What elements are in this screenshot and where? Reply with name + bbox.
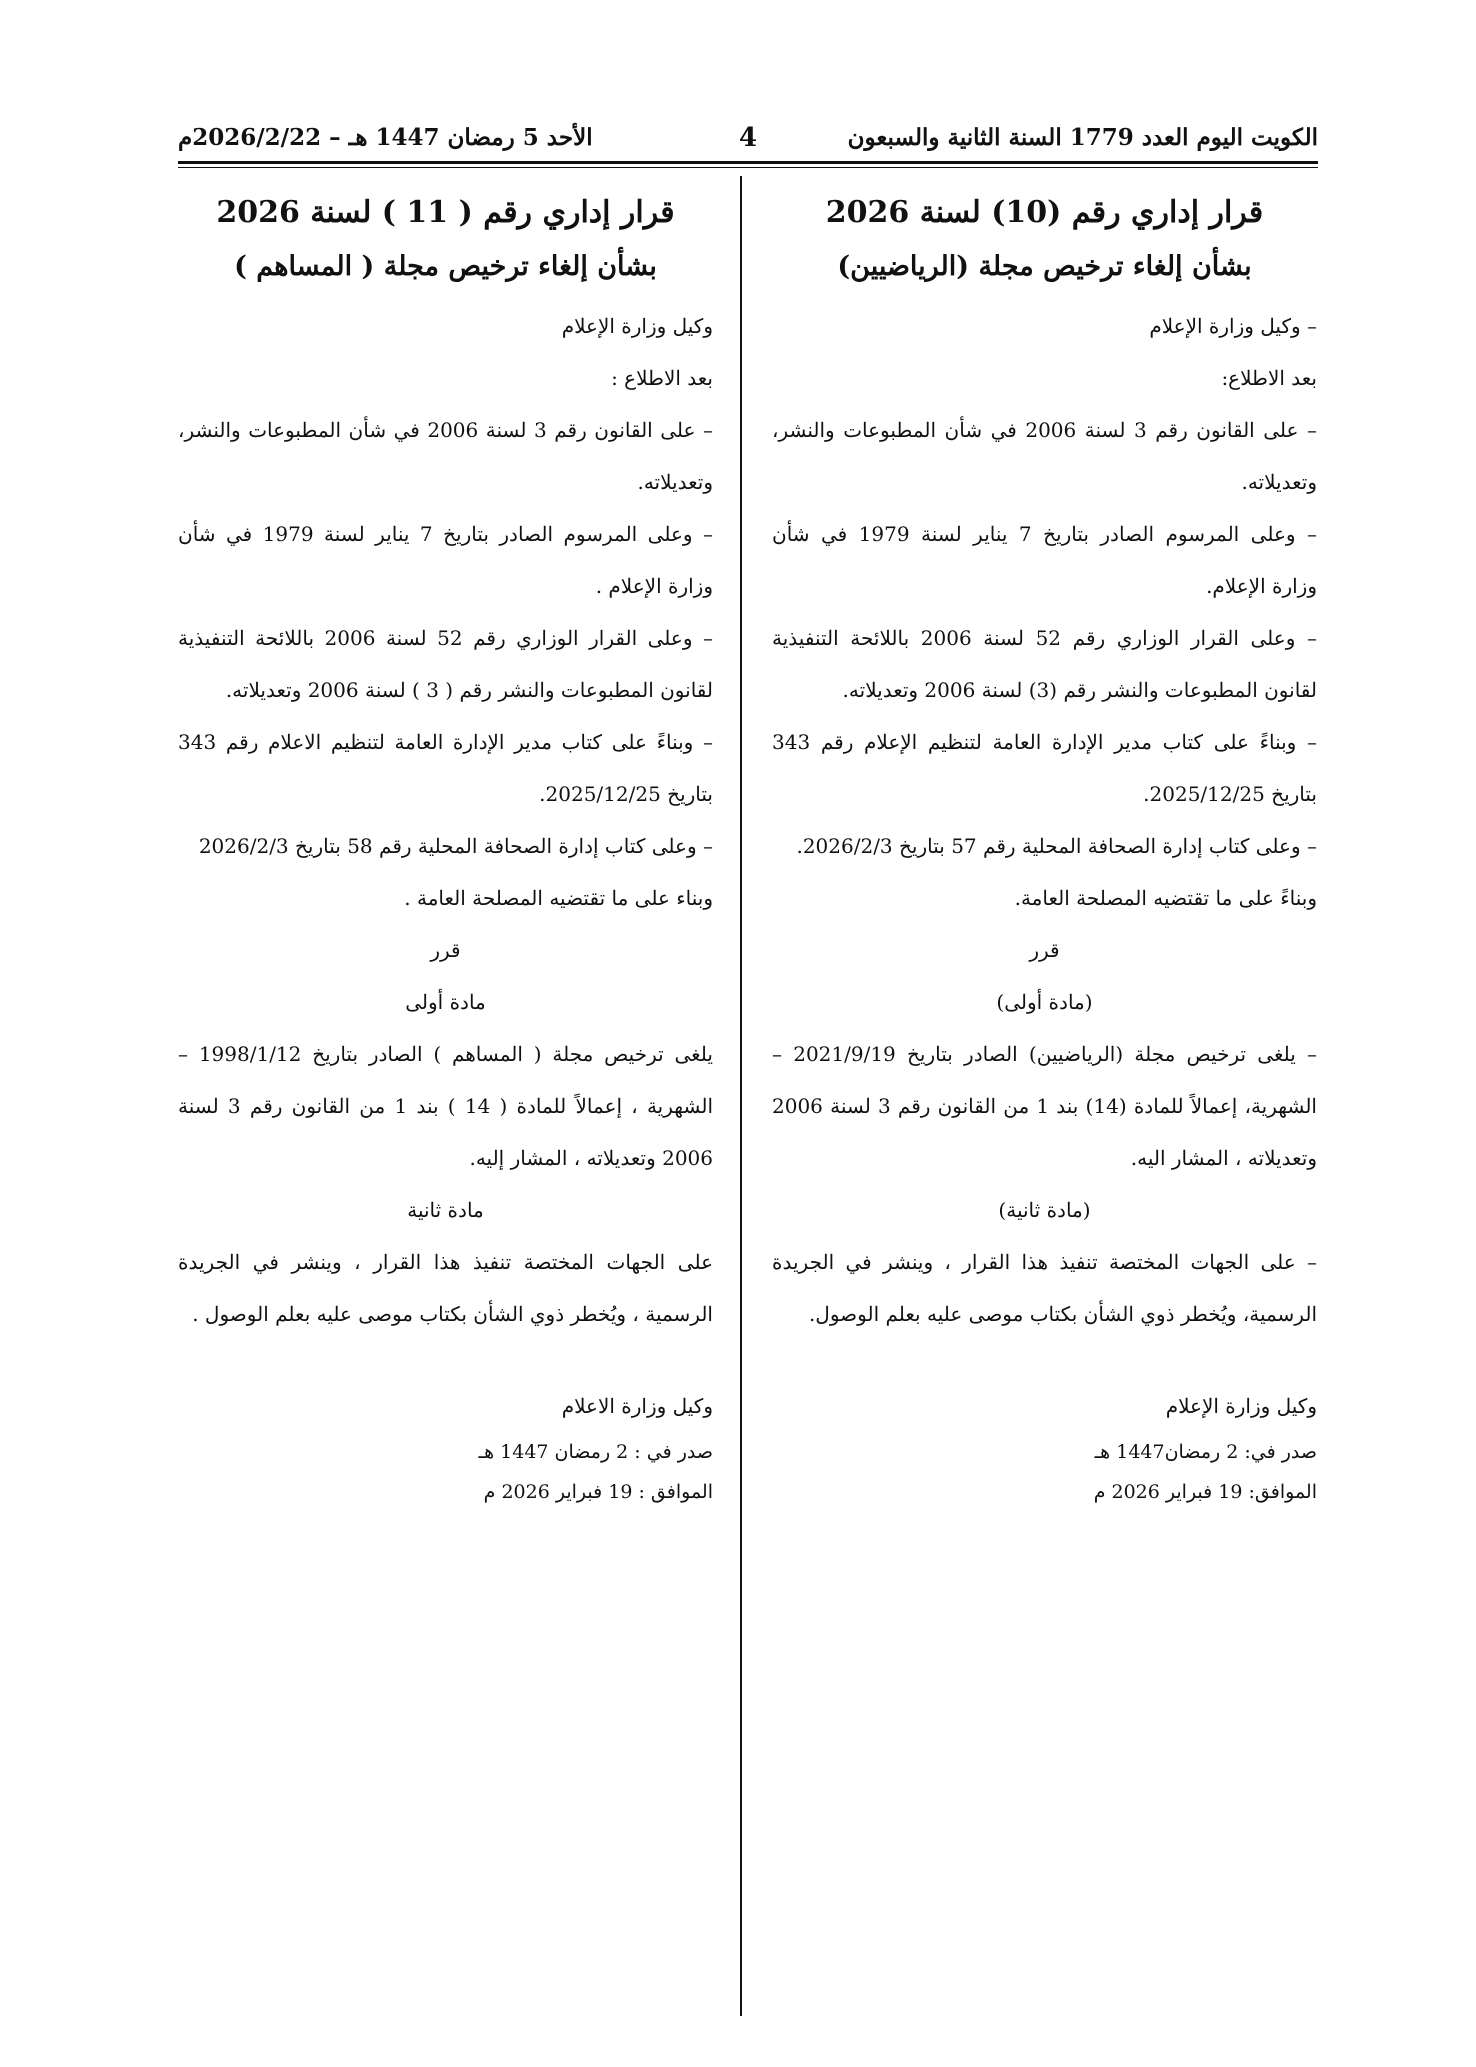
article-2-text: على الجهات المختصة تنفيذ هذا القرار ، وينشر في الجريدة الرسمية ، ويُخطر ذوي الشأن بكتاب موصى عليه بعلم الوصول . bbox=[178, 1250, 713, 1326]
clause: – وعلى القرار الوزاري رقم 52 لسنة 2006 باللائحة التنفيذية لقانون المطبوعات والنشر رقم (3) لسنة 2006 وتعديلاته. bbox=[772, 626, 1317, 702]
decided-heading: قرر bbox=[1029, 938, 1060, 962]
header-issue-info: الكويت اليوم العدد 1779 السنة الثانية والسبعون bbox=[847, 124, 1318, 151]
spacer bbox=[772, 1340, 1317, 1380]
header-rule-thick bbox=[178, 161, 1318, 164]
issued-date: صدر في: 2 رمضان1447 هـ bbox=[1094, 1441, 1317, 1463]
clause: – وبناءً على كتاب مدير الإدارة العامة لتنظيم الاعلام رقم 343 بتاريخ 2025/12/25. bbox=[178, 730, 713, 806]
clause: – وعلى كتاب إدارة الصحافة المحلية رقم 57 بتاريخ 2026/2/3. bbox=[796, 834, 1317, 858]
corresponding-date: الموافق: 19 فبراير 2026 م bbox=[1093, 1481, 1317, 1503]
signature: وكيل وزارة الإعلام bbox=[1165, 1394, 1317, 1418]
clause: وبناءً على ما تقتضيه المصلحة العامة. bbox=[1014, 886, 1317, 910]
clause: – على القانون رقم 3 لسنة 2006 في شأن المطبوعات والنشر، وتعديلاته. bbox=[772, 418, 1317, 494]
article-1-text: – يلغى ترخيص مجلة (الرياضيين) الصادر بتاريخ 2021/9/19 – الشهرية، إعمالاً للمادة (14) بند 1 من القانون رقم 3 لسنة 2006 وتعديلاته ، المشار اليه. bbox=[772, 1042, 1317, 1170]
issued-date: صدر في : 2 رمضان 1447 هـ bbox=[478, 1441, 713, 1463]
clause: – على القانون رقم 3 لسنة 2006 في شأن المطبوعات والنشر، وتعديلاته. bbox=[178, 418, 713, 494]
article-2-title: (مادة ثانية) bbox=[998, 1198, 1091, 1222]
clause: – وعلى المرسوم الصادر بتاريخ 7 يناير لسنة 1979 في شأن وزارة الإعلام . bbox=[178, 522, 713, 598]
decision-title: قرار إداري رقم ( 11 ) لسنة 2026 bbox=[216, 195, 675, 230]
clause: – وعلى المرسوم الصادر بتاريخ 7 يناير لسنة 1979 في شأن وزارة الإعلام. bbox=[772, 522, 1317, 598]
signature: وكيل وزارة الاعلام bbox=[561, 1394, 713, 1418]
clause: وبناء على ما تقتضيه المصلحة العامة . bbox=[404, 886, 713, 910]
page-number: 4 bbox=[738, 123, 758, 153]
column-divider bbox=[740, 176, 742, 2016]
header-date: الأحد 5 رمضان 1447 هـ – 2026/2/22م bbox=[178, 124, 593, 151]
corresponding-date: الموافق : 19 فبراير 2026 م bbox=[483, 1481, 713, 1503]
decision-subtitle: بشأن إلغاء ترخيص مجلة (الرياضيين) bbox=[837, 251, 1252, 282]
article-2-title: مادة ثانية bbox=[407, 1198, 484, 1222]
decision-11-column bbox=[178, 180, 713, 1512]
article-1-title: (مادة أولى) bbox=[996, 990, 1093, 1014]
decision-title: قرار إداري رقم (10) لسنة 2026 bbox=[825, 195, 1264, 230]
decision-subtitle: بشأن إلغاء ترخيص مجلة ( المساهم ) bbox=[234, 251, 657, 282]
spacer bbox=[178, 1340, 713, 1380]
decision-10-column bbox=[772, 180, 1317, 1512]
clause: – وبناءً على كتاب مدير الإدارة العامة لتنظيم الإعلام رقم 343 بتاريخ 2025/12/25. bbox=[772, 730, 1317, 806]
after-review-line: بعد الاطلاع: bbox=[1221, 366, 1317, 390]
issuer-line: – وكيل وزارة الإعلام bbox=[1149, 314, 1317, 338]
article-1-title: مادة أولى bbox=[405, 990, 486, 1014]
clause: – وعلى كتاب إدارة الصحافة المحلية رقم 58 بتاريخ 2026/2/3 bbox=[198, 834, 713, 858]
issuer-line: وكيل وزارة الإعلام bbox=[561, 314, 713, 338]
clause: – وعلى القرار الوزاري رقم 52 لسنة 2006 باللائحة التنفيذية لقانون المطبوعات والنشر رقم ( 3 ) لسنة 2006 وتعديلاته. bbox=[178, 626, 713, 702]
decided-heading: قرر bbox=[430, 938, 461, 962]
article-1-text: يلغى ترخيص مجلة ( المساهم ) الصادر بتاريخ 1998/1/12 – الشهرية ، إعمالاً للمادة ( 14 ) بند 1 من القانون رقم 3 لسنة 2006 وتعديلاته ، المشار إليه. bbox=[178, 1042, 713, 1170]
after-review-line: بعد الاطلاع : bbox=[611, 366, 713, 390]
article-2-text: – على الجهات المختصة تنفيذ هذا القرار ، وينشر في الجريدة الرسمية، ويُخطر ذوي الشأن بكتاب موصى عليه بعلم الوصول. bbox=[772, 1250, 1317, 1326]
page-header bbox=[178, 118, 1318, 158]
header-rule-thin bbox=[178, 167, 1318, 168]
